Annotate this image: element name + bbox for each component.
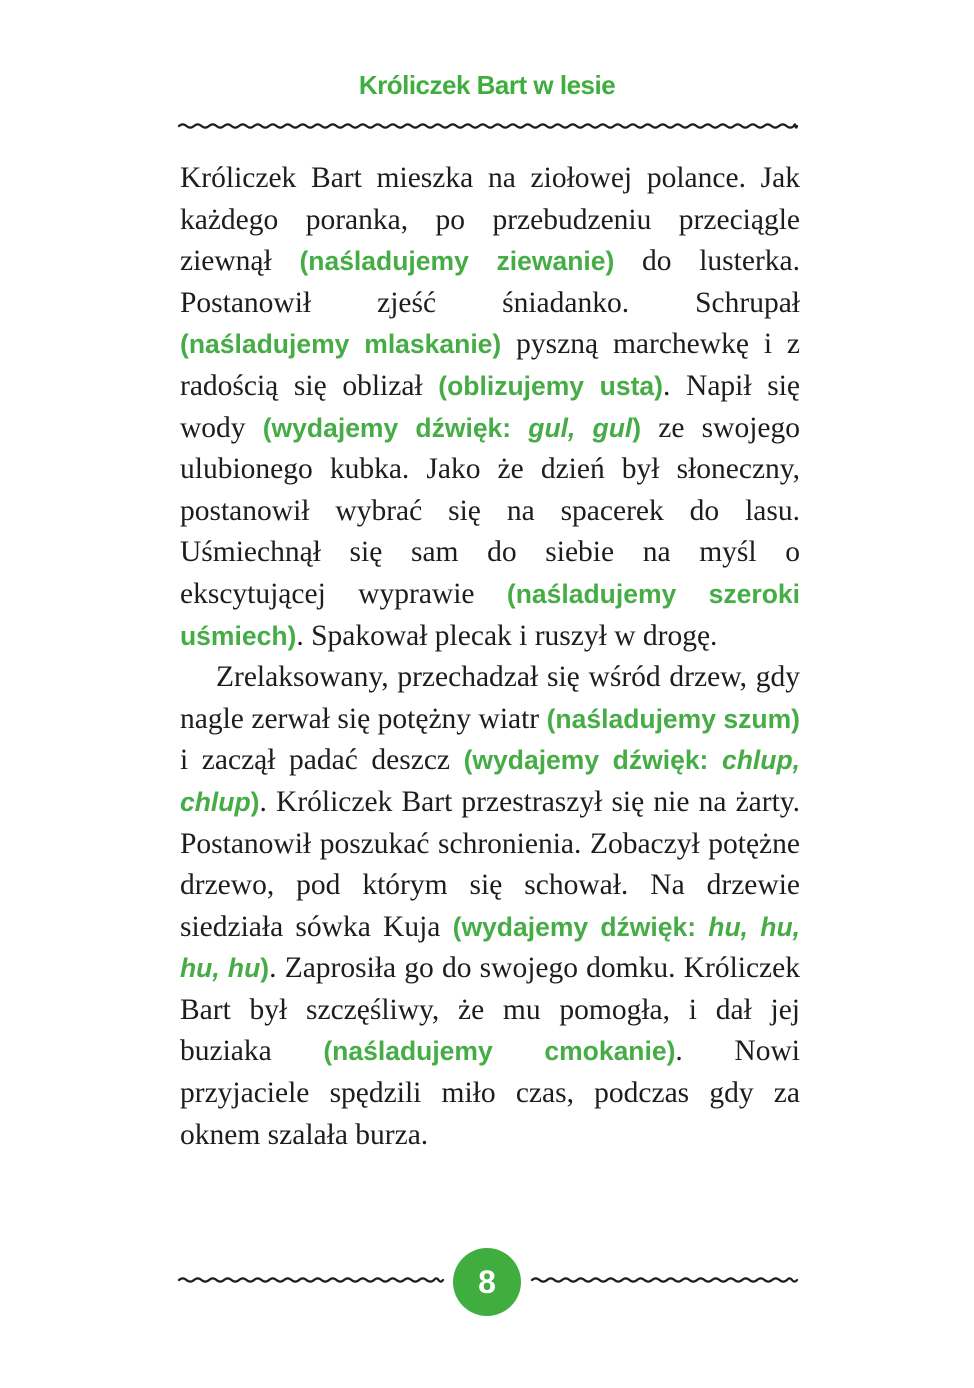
instruction-cue: (wydajemy dźwięk: [463,745,722,776]
instruction-cue: (naśladujemy mlaskanie) [180,329,502,360]
page-number: 8 [478,1264,496,1300]
instruction-cue: chlup, chlup [180,745,800,817]
instruction-cue: (oblizujemy usta) [438,370,663,401]
instruction-cue: (naśladujemy szum) [546,703,800,734]
instruction-cue: ) [632,412,642,443]
footer-wave-right [530,1268,799,1292]
instruction-cue: (wydajemy dźwięk: [452,911,709,942]
header-wave-divider [177,114,799,138]
footer-wave-left [177,1268,445,1292]
instruction-cue: ) [260,953,270,984]
story-text [180,158,800,1156]
wave-line [179,1278,443,1281]
page-header-title: Króliczek Bart w lesie [358,70,616,100]
instruction-cue: ) [250,786,260,817]
instruction-cue: (naśladujemy ziewanie) [299,246,615,277]
page-number-badge [453,1248,521,1316]
story-paragraph-2: Zrelaksowany, przechadzał się wśród drzew, gdy nagle zerwał się potężny wiatr (naśladujemy szum) i zaczął padać deszcz (wydajemy dźwięk: chlup, chlup). Króliczek Bart przestraszył się nie na żarty. Postanowił poszukać schronienia. Zobaczył potężne drzewo, pod którym się schował. Na drzewie siedziała sówka Kuja (wydajemy dźwięk: hu, hu, hu, hu). Zaprosiła go do swojego domku. Króliczek Bart był szczęśliwy, że mu pomogła, i dał jej buziaka (naśladujemy cmokanie). Nowi przyjaciele spędzili miło czas, podczas gdy za oknem szalała burza. [180,661,800,1151]
instruction-cue: (naśladujemy cmokanie) [323,1036,676,1067]
instruction-cue: hu, hu, hu, hu [180,911,800,984]
instruction-cue: (wydajemy dźwięk: [262,412,529,443]
instruction-cue: gul, gul [528,412,633,443]
wave-line [532,1278,797,1281]
story-paragraph-1: Króliczek Bart mieszka na ziołowej polance. Jak każdego poranka, po przebudzeniu przeciągle ziewnął (naśladujemy ziewanie) do lusterka. Postanowił zjeść śniadanko. Schrupał (naśladujemy mlaskanie) pyszną marchewkę i z radością się oblizał (oblizujemy usta). Napił się wody (wydajemy dźwięk: gul, gul) ze swojego ulubionego kubka. Jako że dzień był słoneczny, postanowił wybrać się na spacerek do lasu. Uśmiechnął się sam do siebie na myśl o ekscytującej wyprawie (naśladujemy szeroki uśmiech). Spakował plecak i ruszył w drogę. [180,162,801,652]
wave-line [179,124,797,127]
instruction-cue: (naśladujemy szeroki uśmiech) [180,578,800,651]
